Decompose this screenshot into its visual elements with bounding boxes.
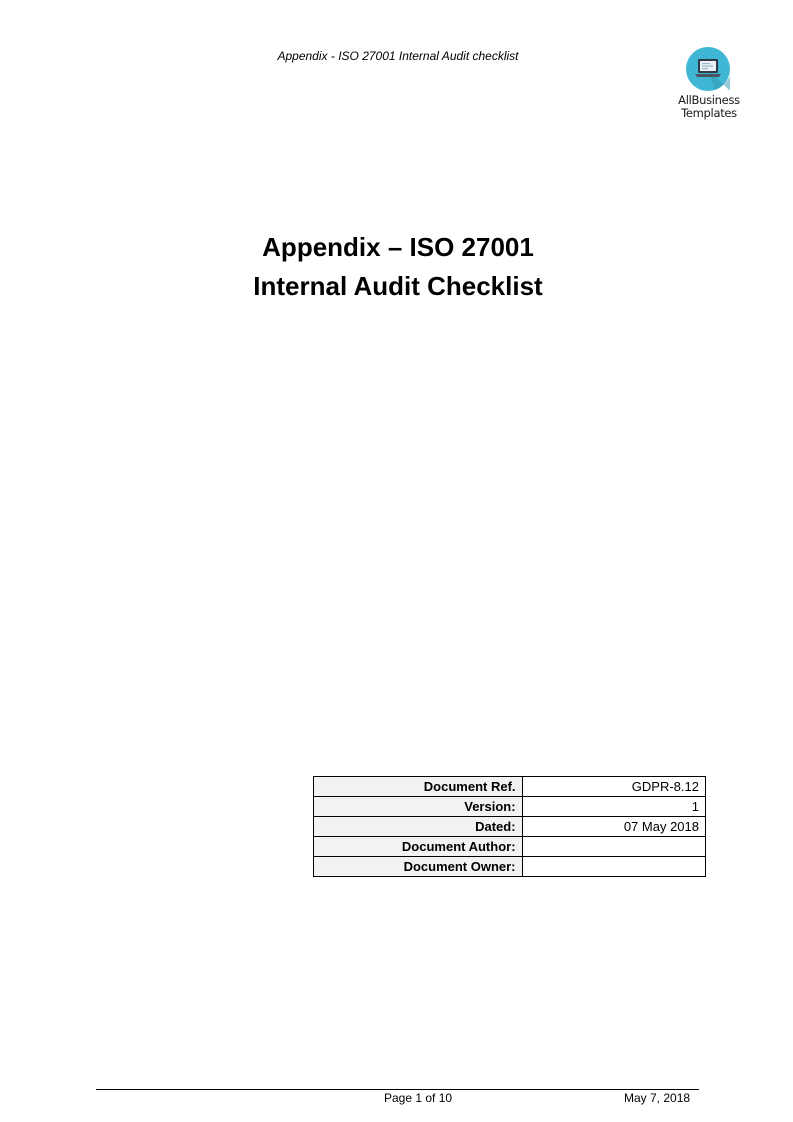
logo-line-2: Templates (681, 106, 737, 120)
document-author-value (522, 837, 705, 857)
document-ref-value: GDPR-8.12 (522, 777, 705, 797)
logo-line-1: AllBusiness (678, 93, 740, 107)
version-label: Version: (314, 797, 523, 817)
logo-text (666, 94, 752, 120)
table-row (314, 857, 706, 877)
document-info-table (313, 776, 706, 877)
version-value: 1 (522, 797, 705, 817)
document-ref-label: Document Ref. (314, 777, 523, 797)
company-logo (666, 46, 752, 122)
document-owner-value (522, 857, 705, 877)
table-row (314, 817, 706, 837)
document-owner-label: Document Owner: (314, 857, 523, 877)
document-title (0, 228, 793, 306)
table-row (314, 837, 706, 857)
dated-label: Dated: (314, 817, 523, 837)
table-row (314, 797, 706, 817)
document-author-label: Document Author: (314, 837, 523, 857)
dated-value: 07 May 2018 (522, 817, 705, 837)
laptop-icon (685, 46, 731, 92)
footer-date: May 7, 2018 (624, 1091, 691, 1105)
title-line-1: Appendix – ISO 27001 (262, 232, 534, 262)
footer-divider (96, 1089, 699, 1090)
title-line-2: Internal Audit Checklist (253, 271, 543, 301)
page-header: Appendix - ISO 27001 Internal Audit checklist (277, 49, 519, 63)
table-row (314, 777, 706, 797)
page-number: Page 1 of 10 (384, 1091, 453, 1105)
